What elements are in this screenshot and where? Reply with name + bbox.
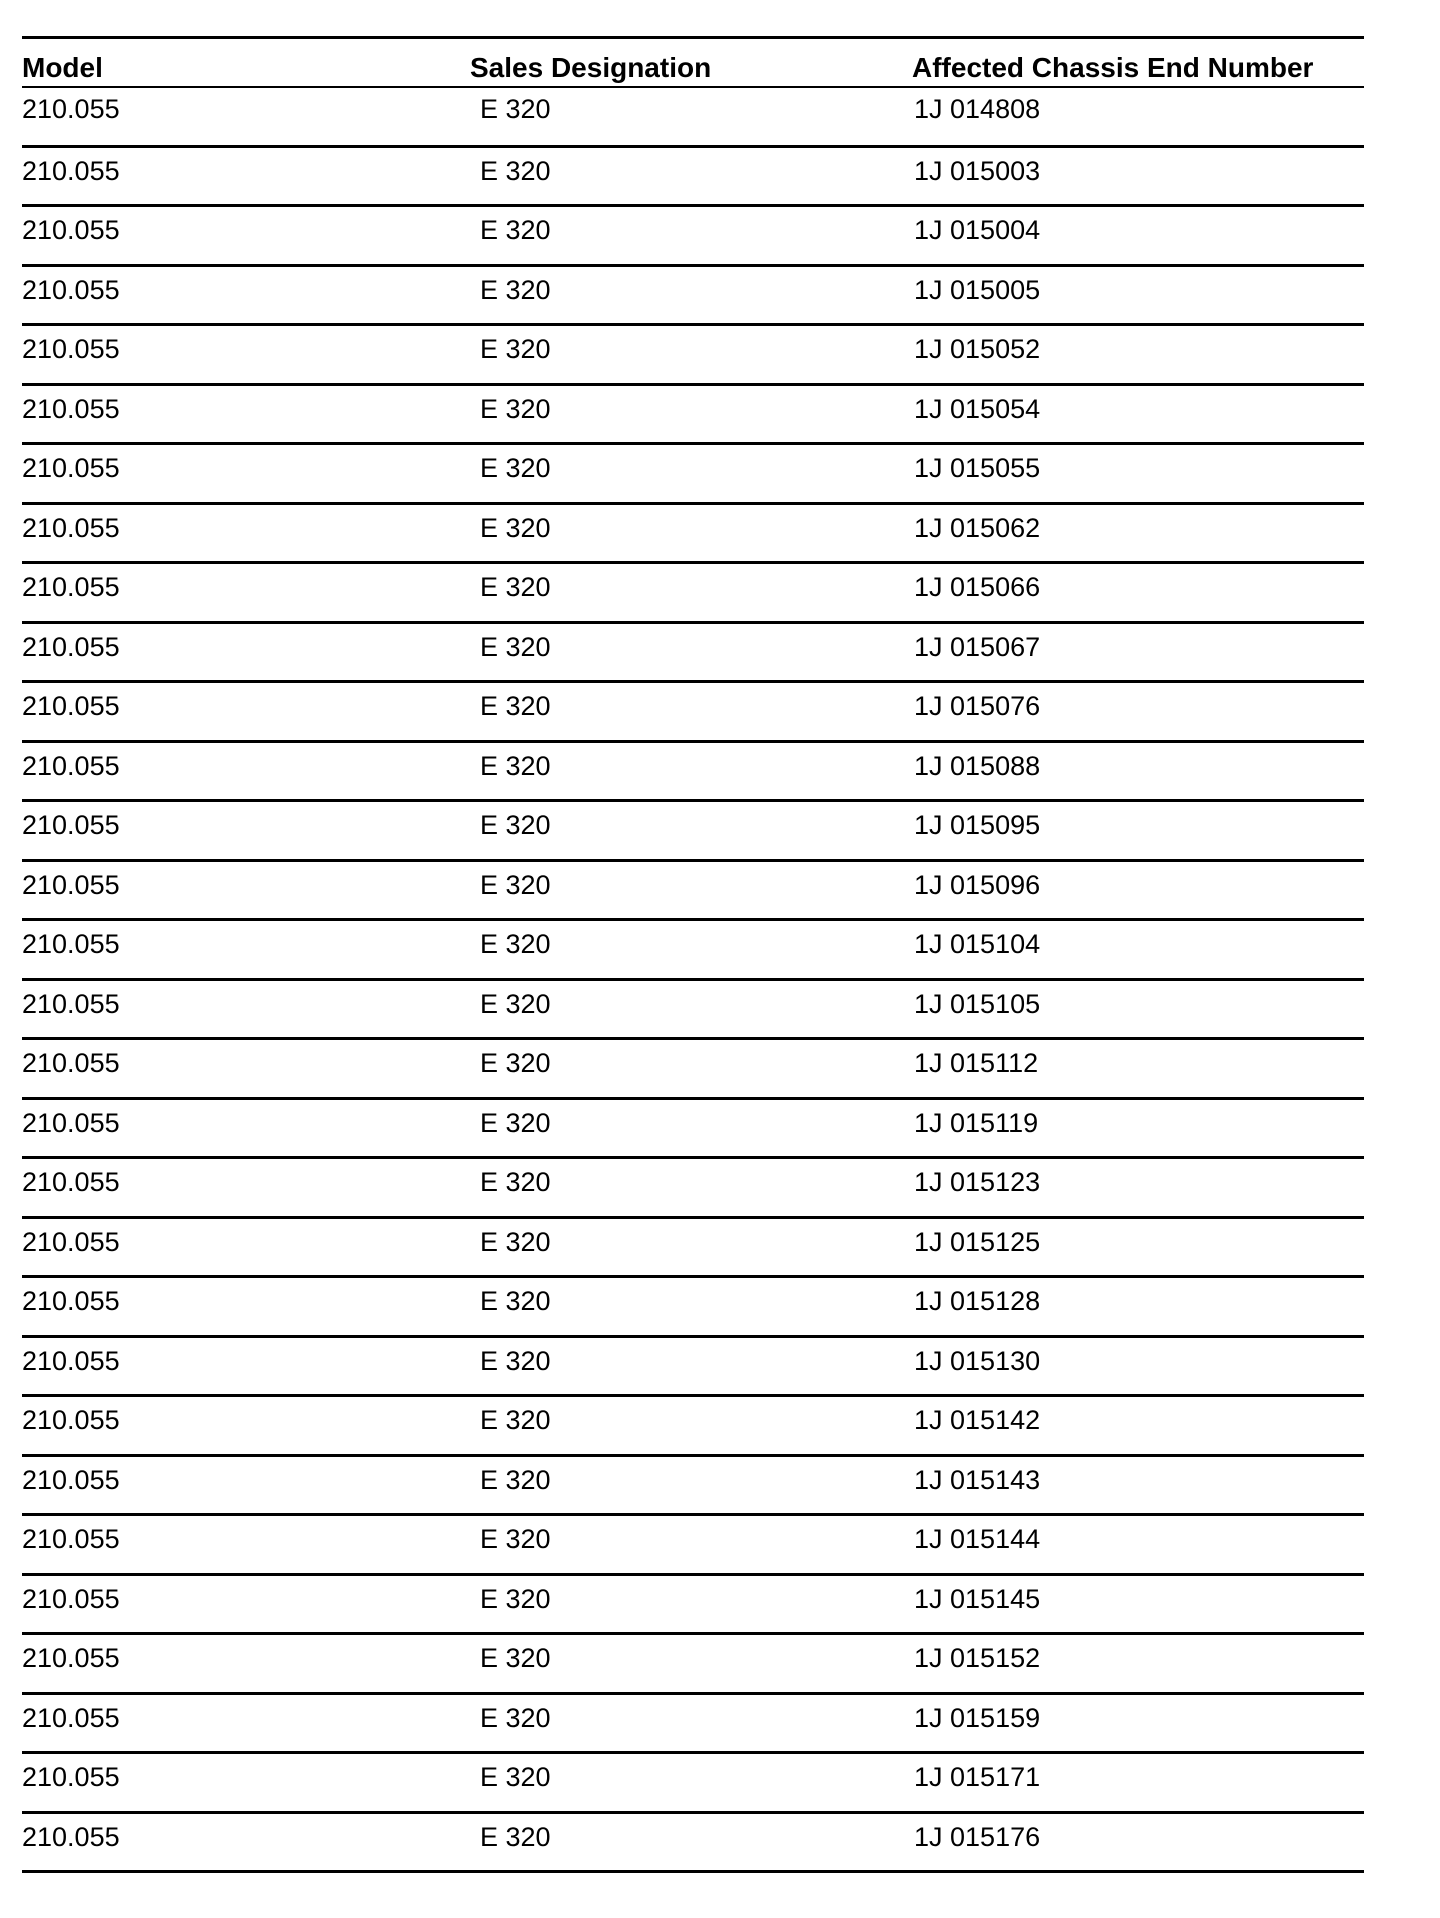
table-row bbox=[22, 1040, 1364, 1100]
cell-model: 210.055 bbox=[22, 1762, 120, 1792]
cell-model: 210.055 bbox=[22, 94, 120, 124]
cell-sales-designation: E 320 bbox=[480, 1048, 551, 1078]
cell-model: 210.055 bbox=[22, 572, 120, 602]
cell-model: 210.055 bbox=[22, 274, 120, 305]
cell-chassis-end-number: 1J 015005 bbox=[914, 274, 1041, 305]
cell-model: 210.055 bbox=[22, 334, 120, 364]
cell-sales-designation: E 320 bbox=[480, 1524, 551, 1554]
table-row bbox=[22, 802, 1364, 862]
cell-sales-designation: E 320 bbox=[480, 334, 551, 364]
cell-sales-designation: E 320 bbox=[480, 512, 551, 543]
cell-chassis-end-number: 1J 015062 bbox=[914, 512, 1041, 543]
table-row bbox=[22, 1397, 1364, 1457]
cell-chassis-end-number: 1J 015055 bbox=[914, 453, 1041, 483]
cell-sales-designation: E 320 bbox=[480, 1226, 551, 1257]
header-model: Model bbox=[22, 52, 103, 83]
cell-chassis-end-number: 1J 015052 bbox=[914, 334, 1041, 364]
cell-model: 210.055 bbox=[22, 1702, 120, 1733]
cell-model: 210.055 bbox=[22, 1583, 120, 1614]
cell-model: 210.055 bbox=[22, 393, 120, 424]
table-row bbox=[22, 921, 1364, 981]
cell-sales-designation: E 320 bbox=[480, 631, 551, 662]
cell-model: 210.055 bbox=[22, 1107, 120, 1138]
cell-chassis-end-number: 1J 015142 bbox=[914, 1405, 1041, 1435]
cell-sales-designation: E 320 bbox=[480, 155, 551, 186]
cell-chassis-end-number: 1J 015066 bbox=[914, 572, 1041, 602]
cell-sales-designation: E 320 bbox=[480, 393, 551, 424]
table-row bbox=[22, 981, 1364, 1041]
table-row bbox=[22, 1695, 1364, 1755]
cell-model: 210.055 bbox=[22, 453, 120, 483]
cell-model: 210.055 bbox=[22, 1345, 120, 1376]
cell-sales-designation: E 320 bbox=[480, 1821, 551, 1852]
cell-chassis-end-number: 1J 015144 bbox=[914, 1524, 1041, 1554]
cell-sales-designation: E 320 bbox=[480, 1107, 551, 1138]
cell-sales-designation: E 320 bbox=[480, 1464, 551, 1495]
cell-sales-designation: E 320 bbox=[480, 94, 551, 124]
cell-chassis-end-number: 1J 015152 bbox=[914, 1643, 1041, 1673]
cell-model: 210.055 bbox=[22, 1821, 120, 1852]
table-row bbox=[22, 505, 1364, 565]
table-row bbox=[22, 386, 1364, 446]
table-row bbox=[22, 1100, 1364, 1160]
cell-sales-designation: E 320 bbox=[480, 691, 551, 721]
cell-chassis-end-number: 1J 015105 bbox=[914, 988, 1041, 1019]
table-row bbox=[22, 862, 1364, 922]
cell-chassis-end-number: 1J 015130 bbox=[914, 1345, 1041, 1376]
cell-sales-designation: E 320 bbox=[480, 1345, 551, 1376]
table-row bbox=[22, 1814, 1364, 1874]
table-row bbox=[22, 743, 1364, 803]
cell-sales-designation: E 320 bbox=[480, 572, 551, 602]
cell-model: 210.055 bbox=[22, 1167, 120, 1197]
cell-model: 210.055 bbox=[22, 869, 120, 900]
cell-sales-designation: E 320 bbox=[480, 215, 551, 245]
cell-chassis-end-number: 1J 015104 bbox=[914, 929, 1041, 959]
cell-chassis-end-number: 1J 015159 bbox=[914, 1702, 1041, 1733]
cell-chassis-end-number: 1J 015003 bbox=[914, 155, 1041, 186]
cell-sales-designation: E 320 bbox=[480, 869, 551, 900]
table-row bbox=[22, 1516, 1364, 1576]
cell-model: 210.055 bbox=[22, 1226, 120, 1257]
cell-sales-designation: E 320 bbox=[480, 810, 551, 840]
table-row bbox=[22, 564, 1364, 624]
cell-model: 210.055 bbox=[22, 631, 120, 662]
table-row bbox=[22, 267, 1364, 327]
cell-chassis-end-number: 1J 015095 bbox=[914, 810, 1041, 840]
cell-chassis-end-number: 1J 015096 bbox=[914, 869, 1041, 900]
cell-chassis-end-number: 1J 014808 bbox=[914, 94, 1041, 124]
cell-chassis-end-number: 1J 015128 bbox=[914, 1286, 1041, 1316]
cell-model: 210.055 bbox=[22, 988, 120, 1019]
cell-chassis-end-number: 1J 015171 bbox=[914, 1762, 1041, 1792]
cell-sales-designation: E 320 bbox=[480, 988, 551, 1019]
cell-sales-designation: E 320 bbox=[480, 453, 551, 483]
cell-chassis-end-number: 1J 015088 bbox=[914, 750, 1041, 781]
cell-model: 210.055 bbox=[22, 929, 120, 959]
cell-sales-designation: E 320 bbox=[480, 1762, 551, 1792]
cell-chassis-end-number: 1J 015145 bbox=[914, 1583, 1041, 1614]
cell-sales-designation: E 320 bbox=[480, 750, 551, 781]
cell-model: 210.055 bbox=[22, 1464, 120, 1495]
cell-sales-designation: E 320 bbox=[480, 1583, 551, 1614]
table-row bbox=[22, 1278, 1364, 1338]
cell-model: 210.055 bbox=[22, 512, 120, 543]
cell-chassis-end-number: 1J 015004 bbox=[914, 215, 1041, 245]
cell-model: 210.055 bbox=[22, 1643, 120, 1673]
cell-model: 210.055 bbox=[22, 691, 120, 721]
cell-chassis-end-number: 1J 015123 bbox=[914, 1167, 1041, 1197]
cell-sales-designation: E 320 bbox=[480, 274, 551, 305]
table-row bbox=[22, 1635, 1364, 1695]
table-row bbox=[22, 683, 1364, 743]
header-sales-designation: Sales Designation bbox=[470, 52, 712, 83]
cell-sales-designation: E 320 bbox=[480, 929, 551, 959]
cell-sales-designation: E 320 bbox=[480, 1702, 551, 1733]
table-row bbox=[22, 326, 1364, 386]
cell-chassis-end-number: 1J 015112 bbox=[914, 1048, 1039, 1078]
table-row bbox=[22, 1457, 1364, 1517]
cell-model: 210.055 bbox=[22, 750, 120, 781]
table-row bbox=[22, 1219, 1364, 1279]
cell-model: 210.055 bbox=[22, 155, 120, 186]
cell-sales-designation: E 320 bbox=[480, 1405, 551, 1435]
table-row bbox=[22, 445, 1364, 505]
table-header-row bbox=[22, 39, 1364, 88]
header-affected-chassis: Affected Chassis End Number bbox=[912, 52, 1314, 83]
cell-chassis-end-number: 1J 015119 bbox=[914, 1107, 1039, 1138]
cell-chassis-end-number: 1J 015125 bbox=[914, 1226, 1041, 1257]
cell-chassis-end-number: 1J 015176 bbox=[914, 1821, 1041, 1852]
cell-chassis-end-number: 1J 015143 bbox=[914, 1464, 1041, 1495]
cell-model: 210.055 bbox=[22, 810, 120, 840]
cell-model: 210.055 bbox=[22, 1048, 120, 1078]
table-row bbox=[22, 624, 1364, 684]
table-row bbox=[22, 1159, 1364, 1219]
cell-chassis-end-number: 1J 015054 bbox=[914, 393, 1041, 424]
cell-model: 210.055 bbox=[22, 1405, 120, 1435]
cell-sales-designation: E 320 bbox=[480, 1286, 551, 1316]
cell-model: 210.055 bbox=[22, 215, 120, 245]
table-row bbox=[22, 1576, 1364, 1636]
cell-chassis-end-number: 1J 015067 bbox=[914, 631, 1041, 662]
cell-chassis-end-number: 1J 015076 bbox=[914, 691, 1041, 721]
cell-sales-designation: E 320 bbox=[480, 1167, 551, 1197]
cell-model: 210.055 bbox=[22, 1524, 120, 1554]
table-row bbox=[22, 148, 1364, 208]
table-row bbox=[22, 207, 1364, 267]
table-body bbox=[22, 88, 1364, 1873]
chassis-table bbox=[22, 36, 1364, 1873]
table-row bbox=[22, 88, 1364, 148]
cell-model: 210.055 bbox=[22, 1286, 120, 1316]
cell-sales-designation: E 320 bbox=[480, 1643, 551, 1673]
table-row bbox=[22, 1754, 1364, 1814]
table-row bbox=[22, 1338, 1364, 1398]
